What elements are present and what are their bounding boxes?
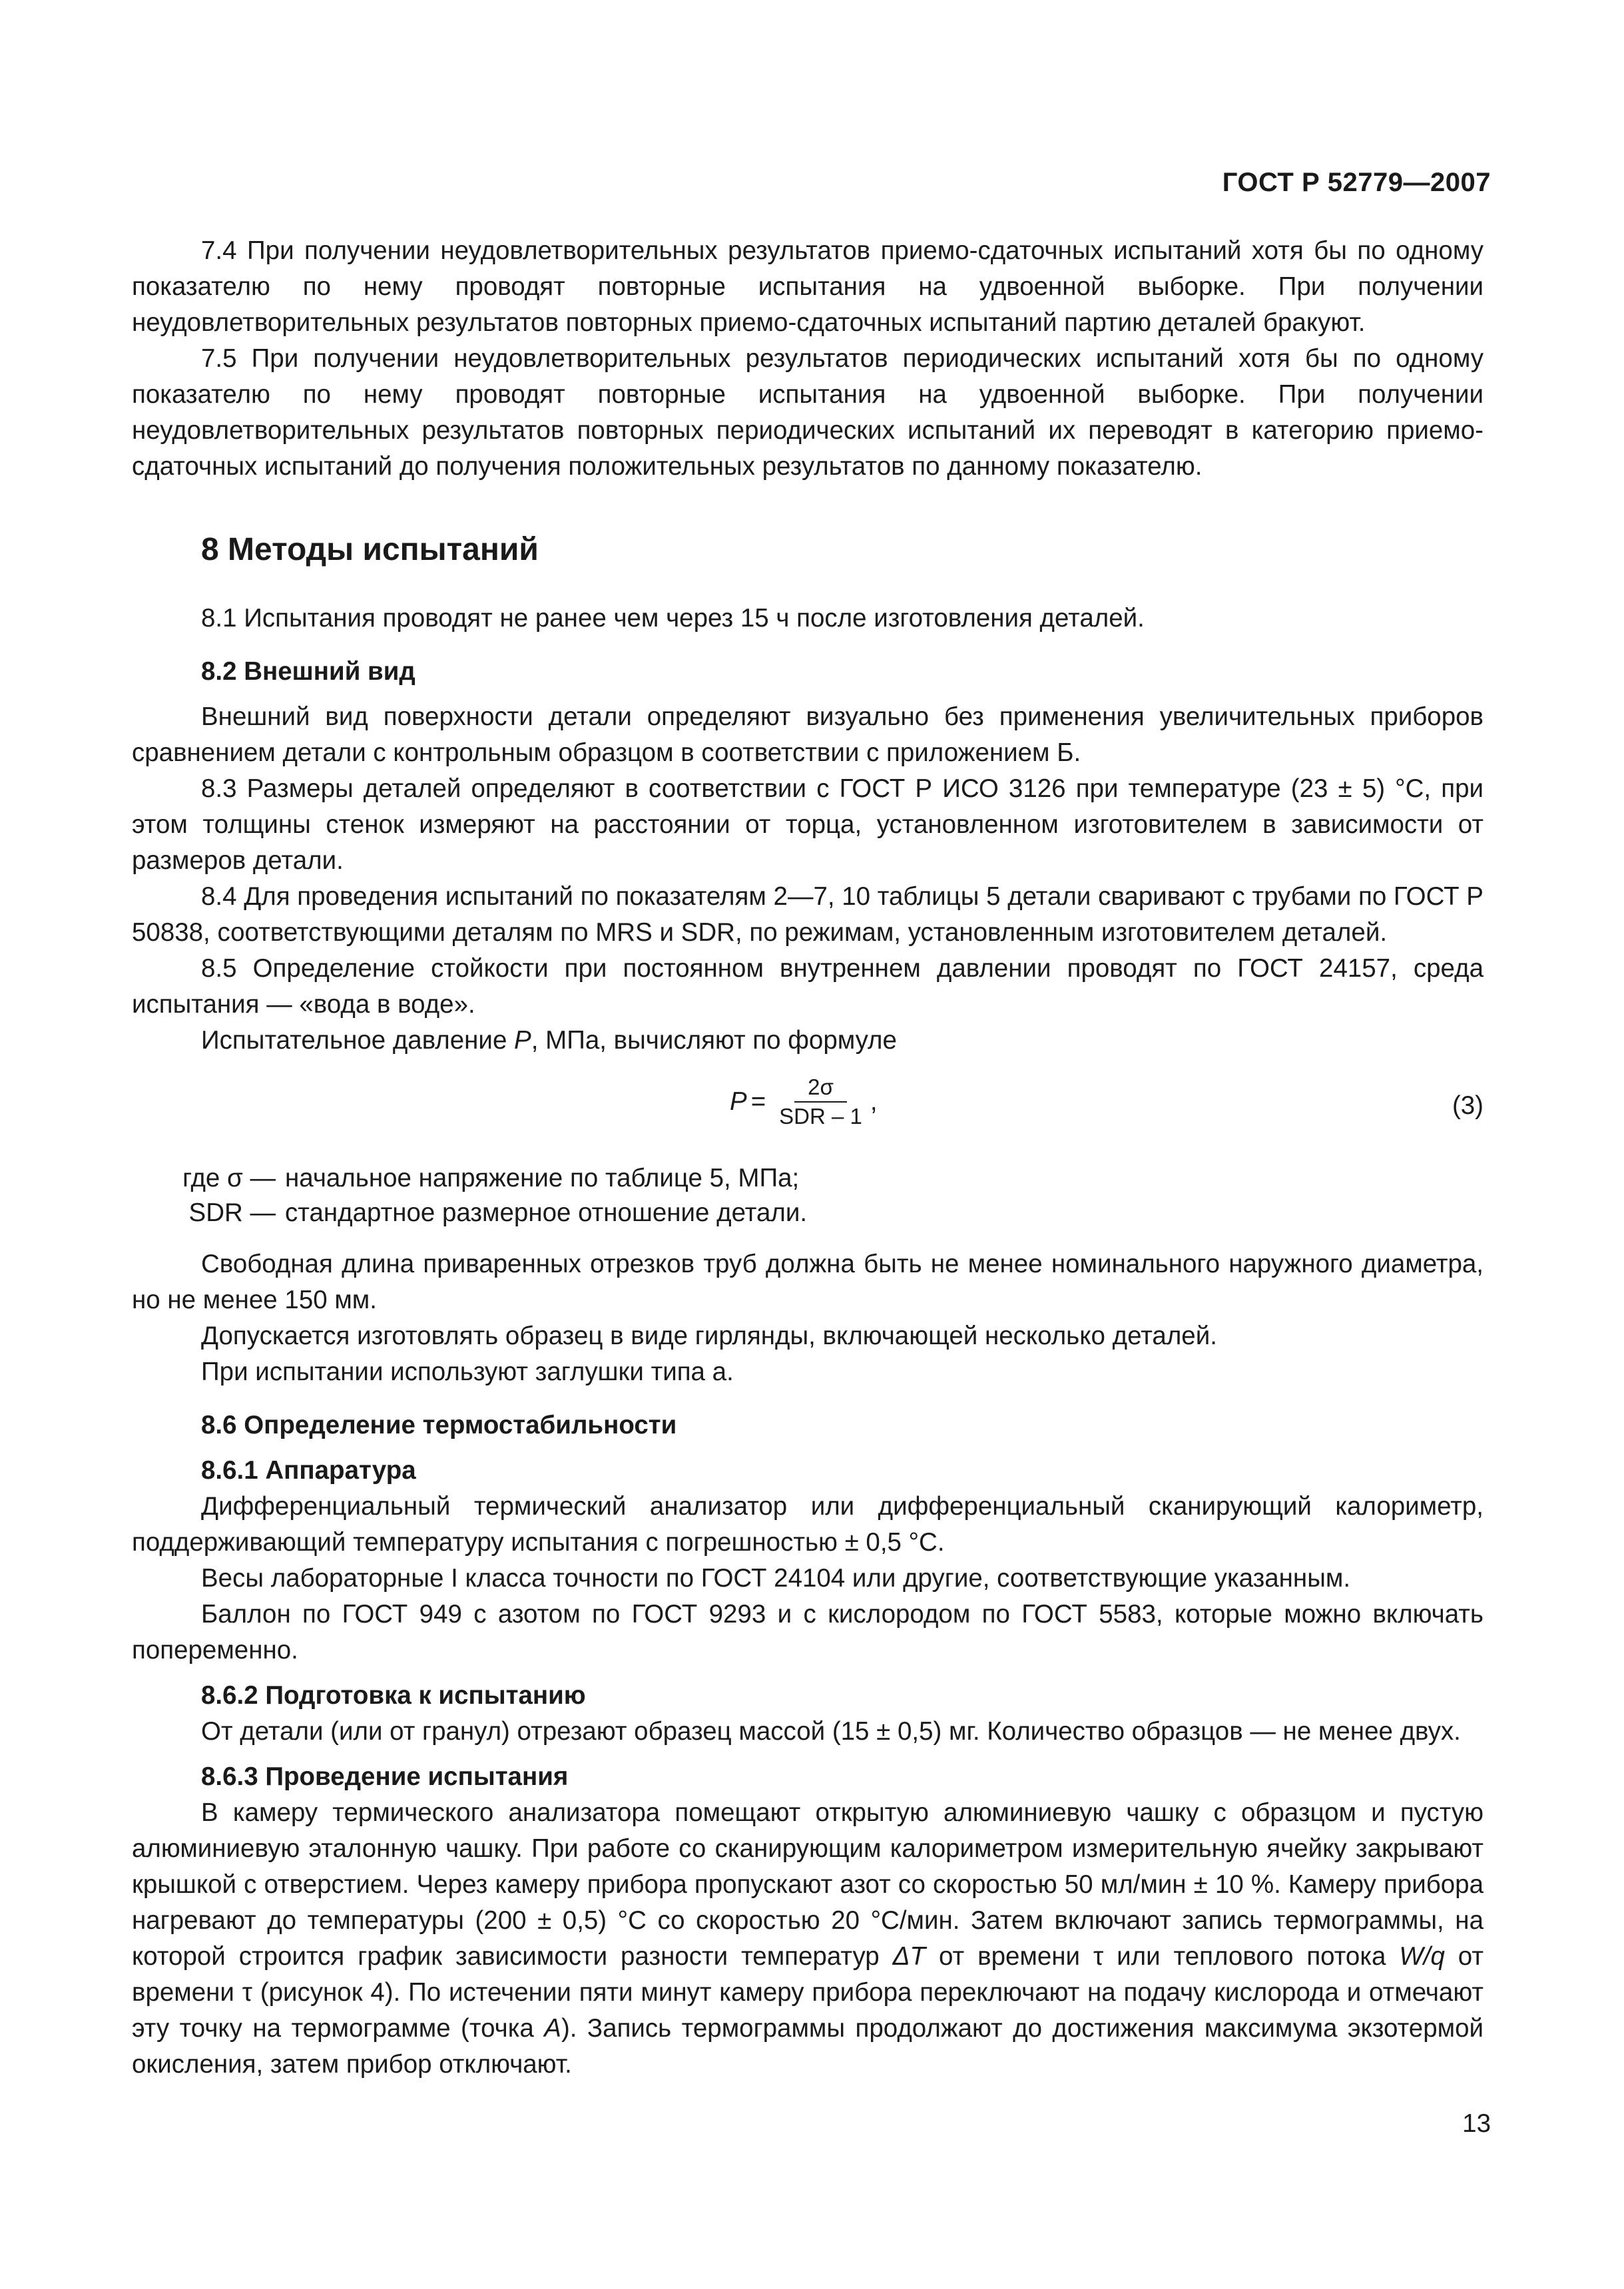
definition-row xyxy=(132,1196,1484,1230)
paragraph-8-6-3-text-a: В камеру термического анализатора помещают открытую алюминиевую чашку с образцом и пустую алюминиевую эталонную чашку. При работе со сканирующим калориметром измерительную ячейку закрывают крышкой с отверстием. Через камеру прибора пропускают азот со скоростью 50 мл/мин ± 10 %. Камеру прибора нагревают до температуры (200 ± 0,5) °С со скоростью 20 °С/мин. Затем включают запись термограммы, на которой строится график зависимости разности температур xyxy=(132,1798,1484,1971)
formula-intro xyxy=(132,1023,1484,1059)
pressure-variable: P xyxy=(514,1026,531,1055)
point-a-variable: A xyxy=(544,2014,561,2043)
definition-row xyxy=(132,1161,1484,1196)
formula xyxy=(730,1073,878,1131)
formula-intro-text-b: , МПа, вычисляют по формуле xyxy=(531,1026,897,1055)
delta-t-variable: ΔT xyxy=(892,1942,926,1971)
section-title-8: 8 Методы испытаний xyxy=(201,532,539,567)
definition-term: SDR — xyxy=(188,1198,276,1227)
heading-8-6-1: 8.6.1 Аппаратура xyxy=(201,1456,416,1485)
paragraph-8-6-1-b: Весы лабораторные I класса точности по ГОСТ 24104 или другие, соответствующие указанным. xyxy=(201,1564,1351,1593)
formula-block xyxy=(132,1068,1484,1148)
paragraph-8-5: 8.5 Определение стойкости при постоянном внутреннем давлении проводят по ГОСТ 24157, среда испытания — «вода в воде». xyxy=(132,954,1484,1019)
formula-fraction xyxy=(774,1073,868,1131)
formula-intro-text-a: Испытательное давление xyxy=(201,1026,515,1055)
formula-denominator: SDR – 1 xyxy=(779,1104,862,1129)
heat-flow-variable: W/q xyxy=(1399,1942,1445,1971)
heading-8-6-3: 8.6.3 Проведение испытания xyxy=(201,1762,569,1791)
paragraph-8-3: 8.3 Размеры деталей определяют в соответствии с ГОСТ Р ИСО 3126 при температуре (23 ± 5) °С, при этом толщины стенок измеряют на расстоянии от торца, установленном изготовителем в зависимости от размеров детали. xyxy=(132,774,1484,875)
formula-equals: = xyxy=(750,1087,766,1116)
paragraph-plugs: При испытании используют заглушки типа а. xyxy=(201,1358,734,1386)
page-content xyxy=(132,233,1484,2083)
formula-numerator: 2σ xyxy=(794,1073,847,1103)
formula-lhs: P xyxy=(730,1087,747,1116)
paragraph-8-6-1-c: Баллон по ГОСТ 949 с азотом по ГОСТ 9293 и с кислородом по ГОСТ 5583, которые можно включать попеременно. xyxy=(132,1600,1484,1664)
paragraph-8-6-3-text-b: от времени τ или теплового потока xyxy=(926,1942,1400,1971)
heading-8-6-2: 8.6.2 Подготовка к испытанию xyxy=(201,1681,586,1710)
page-number: 13 xyxy=(1462,2109,1491,2138)
definition-term: где σ — xyxy=(182,1164,276,1192)
formula-trail: , xyxy=(870,1087,878,1116)
paragraph-8-6-3-text-c: от времени τ (рисунок 4). По истечении пяти минут камеру прибора переключают на подачу кислорода и отмечают эту точку на термограмме (точка xyxy=(132,1942,1484,2043)
document-code: ГОСТ Р 52779—2007 xyxy=(1222,168,1491,197)
paragraph-7-4: 7.4 При получении неудовлетворительных результатов приемо-сдаточных испытаний хотя бы по одному показателю по нему проводят повторные испытания на удвоенной выборке. При получении неудовлетворительных результатов повторных приемо-сдаточных испытаний партию деталей бракуют. xyxy=(132,236,1484,337)
paragraph-garland: Допускается изготовлять образец в виде гирлянды, включающей несколько деталей. xyxy=(201,1322,1217,1350)
heading-8-6: 8.6 Определение термостабильности xyxy=(201,1411,677,1439)
formula-number: (3) xyxy=(1452,1091,1484,1120)
definition-desc: начальное напряжение по таблице 5, МПа; xyxy=(285,1164,800,1192)
paragraph-free-length: Свободная длина приваренных отрезков труб должна быть не менее номинального наружного диаметра, но не менее 150 мм. xyxy=(132,1250,1484,1314)
paragraph-8-1: 8.1 Испытания проводят не ранее чем через 15 ч после изготовления деталей. xyxy=(201,604,1145,633)
paragraph-8-4: 8.4 Для проведения испытаний по показателям 2—7, 10 таблицы 5 детали сваривают с трубами по ГОСТ Р 50838, соответствующими деталям по MRS и SDR, по режимам, установленным изготовителем деталей. xyxy=(132,882,1484,947)
definitions-list xyxy=(132,1161,1484,1230)
paragraph-7-5: 7.5 При получении неудовлетворительных результатов периодических испытаний хотя бы по одному показателю по нему проводят повторные испытания на удвоенной выборке. При получении неудовлетворительных результатов повторных периодических испытаний их переводят в категорию приемо-сдаточных испытаний до получения положительных результатов по данному показателю. xyxy=(132,344,1484,481)
paragraph-8-6-3-text-d: ). Запись термограммы продолжают до достижения максимума экзотермой окисления, затем прибор отключают. xyxy=(132,2014,1484,2079)
paragraph-8-6-2: От детали (или от гранул) отрезают образец массой (15 ± 0,5) мг. Количество образцов — не менее двух. xyxy=(201,1717,1461,1746)
definition-desc: стандартное размерное отношение детали. xyxy=(285,1198,808,1227)
heading-8-2: 8.2 Внешний вид xyxy=(201,657,415,686)
paragraph-8-6-1-a: Дифференциальный термический анализатор или дифференциальный сканирующий калориметр, поддерживающий температуру испытания с погрешностью ± 0,5 °С. xyxy=(132,1492,1484,1557)
paragraph-8-6-3 xyxy=(132,1795,1484,2083)
paragraph-8-2: Внешний вид поверхности детали определяют визуально без применения увеличительных приборов сравнением детали с контрольным образцом в соответствии с приложением Б. xyxy=(132,702,1484,767)
